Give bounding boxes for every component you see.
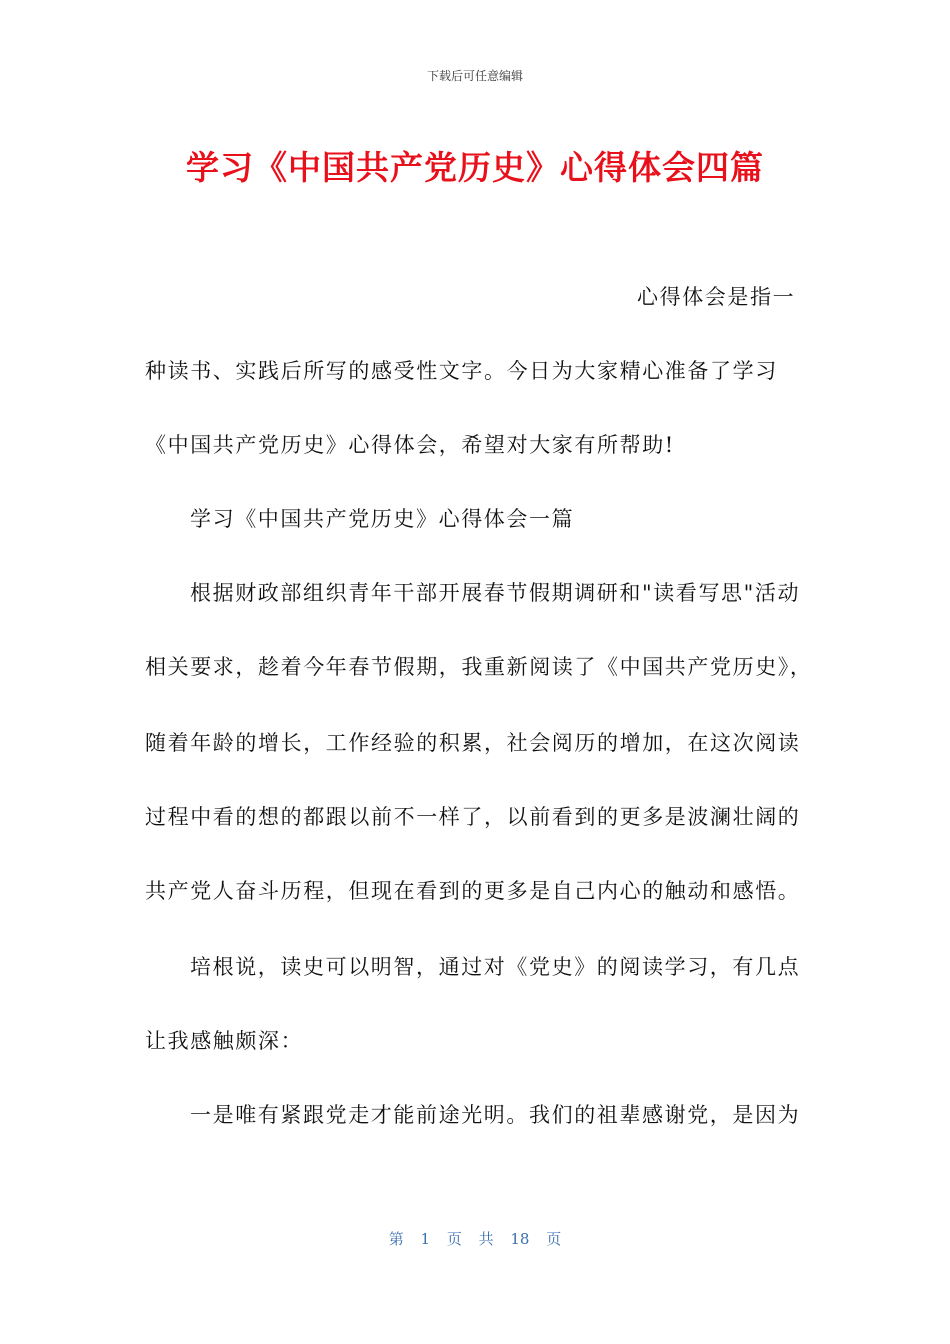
footer-prefix: 第 <box>388 1230 404 1248</box>
header-note: 下载后可任意编辑 <box>426 69 523 83</box>
body-line: 让我感触颇深： <box>145 1029 304 1053</box>
body-line: 种读书、实践后所写的感受性文字。今日为大家精心准备了学习 <box>145 359 778 383</box>
section-heading: 学习《中国共产党历史》心得体会一篇 <box>190 507 575 531</box>
footer-page-number: 1 <box>420 1230 431 1248</box>
body-line: 根据财政部组织青年干部开展春节假期调研和"读看写思"活动 <box>190 581 801 605</box>
footer-suffix: 页 <box>546 1230 562 1248</box>
document-title: 学习《中国共产党历史》心得体会四篇 <box>186 148 764 187</box>
body-line: 过程中看的想的都跟以前不一样了，以前看到的更多是波澜壮阔的 <box>145 805 801 829</box>
body-line: 一是唯有紧跟党走才能前途光明。我们的祖辈感谢党，是因为 <box>190 1103 801 1127</box>
page-footer <box>0 1228 950 1249</box>
body-line: 相关要求，趁着今年春节假期，我重新阅读了《中国共产党历史》， <box>145 655 813 679</box>
body-line: 《中国共产党历史》心得体会，希望对大家有所帮助! <box>145 433 675 457</box>
body-line: 共产党人奋斗历程，但现在看到的更多是自己内心的触动和感悟。 <box>145 879 801 903</box>
body-line: 心得体会是指一 <box>637 285 796 309</box>
footer-middle: 页 共 <box>446 1230 494 1248</box>
body-line: 培根说，读史可以明智，通过对《党史》的阅读学习，有几点 <box>190 955 801 979</box>
body-line: 随着年龄的增长，工作经验的积累，社会阅历的增加，在这次阅读 <box>145 731 801 755</box>
footer-page-total: 18 <box>510 1230 530 1248</box>
